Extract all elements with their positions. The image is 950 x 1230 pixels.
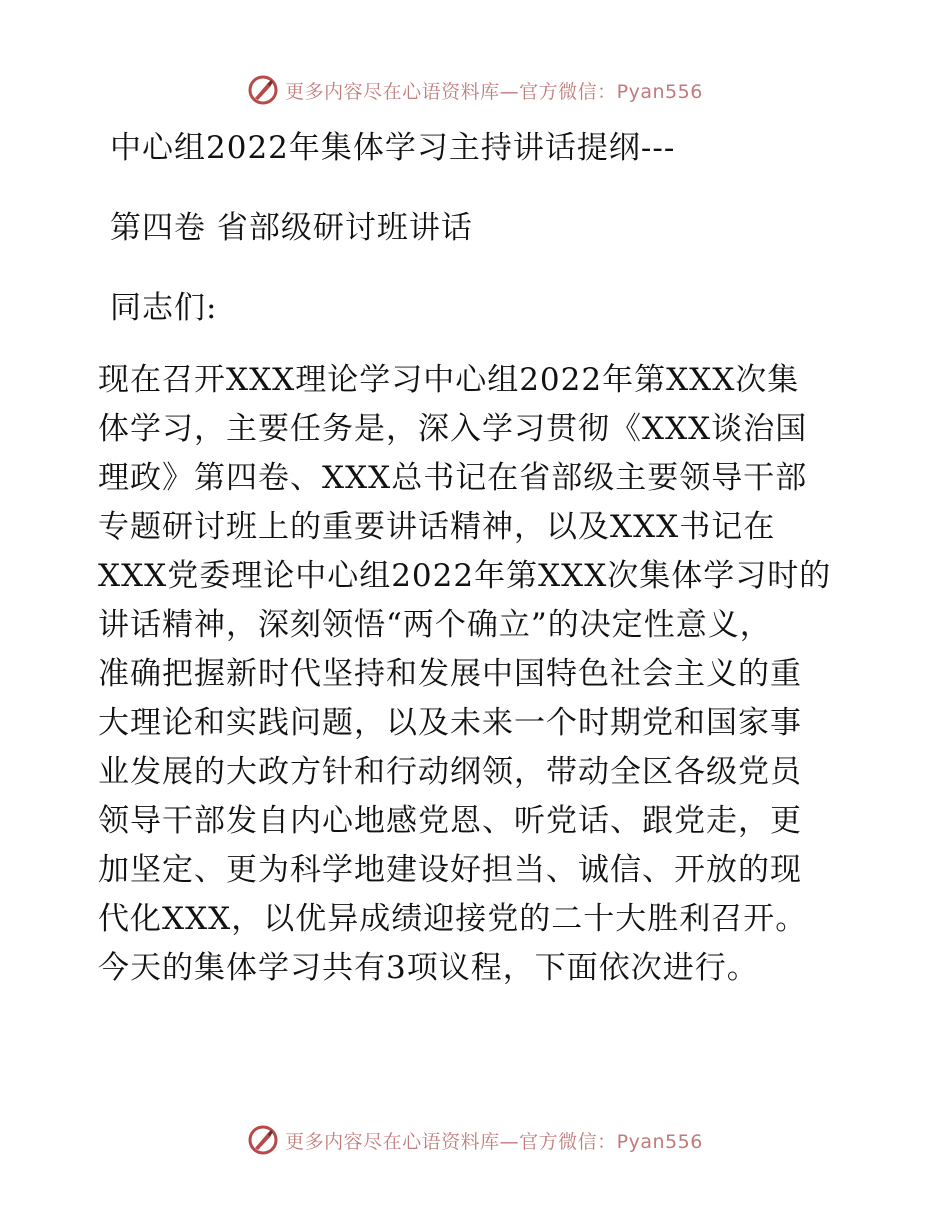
paragraph-line: 领导干部发自内心地感党恩、听党话、跟党走，更 — [98, 803, 802, 839]
paragraph-line: 准确把握新时代坚持和发展中国特色社会主义的重 — [98, 656, 802, 692]
document-title-line-1: 中心组2022年集体学习主持讲话提纲--- — [110, 130, 676, 166]
watermark-text: 更多内容尽在心语资料库—官方微信：Pyan556 — [285, 1130, 703, 1153]
paragraph-line: 今天的集体学习共有3项议程，下面依次进行。 — [98, 950, 759, 986]
paragraph-line: 业发展的大政方针和行动纲领，带动全区各级党员 — [98, 754, 802, 790]
document-title-line-2: 第四卷 省部级研讨班讲话 — [110, 210, 473, 246]
paragraph-line: 讲话精神，深刻领悟“两个确立”的决定性意义， — [98, 607, 772, 643]
paragraph-line: XXX党委理论中心组2022年第XXX次集体学习时的 — [98, 558, 832, 594]
pen-logo-icon — [247, 74, 279, 106]
paragraph-line: 理政》第四卷、XXX总书记在省部级主要领导干部 — [98, 460, 808, 496]
paragraph-line: 现在召开XXX理论学习中心组2022年第XXX次集 — [98, 362, 800, 398]
pen-logo-icon — [247, 1124, 279, 1156]
document-body — [98, 126, 858, 993]
paragraph-line: 体学习，主要任务是，深入学习贯彻《XXX谈治国 — [98, 411, 808, 447]
greeting: 同志们: — [110, 290, 218, 326]
paragraph-line: 大理论和实践问题，以及未来一个时期党和国家事 — [98, 705, 802, 741]
body-paragraph — [98, 356, 858, 993]
paragraph-line: 专题研讨班上的重要讲话精神，以及XXX书记在 — [98, 509, 776, 545]
watermark-text: 更多内容尽在心语资料库—官方微信：Pyan556 — [285, 80, 703, 103]
paragraph-line: 代化XXX，以优异成绩迎接党的二十大胜利召开。 — [98, 901, 808, 937]
watermark-header — [0, 70, 950, 110]
watermark-footer — [0, 1120, 950, 1160]
paragraph-line: 加坚定、更为科学地建设好担当、诚信、开放的现 — [98, 852, 802, 888]
